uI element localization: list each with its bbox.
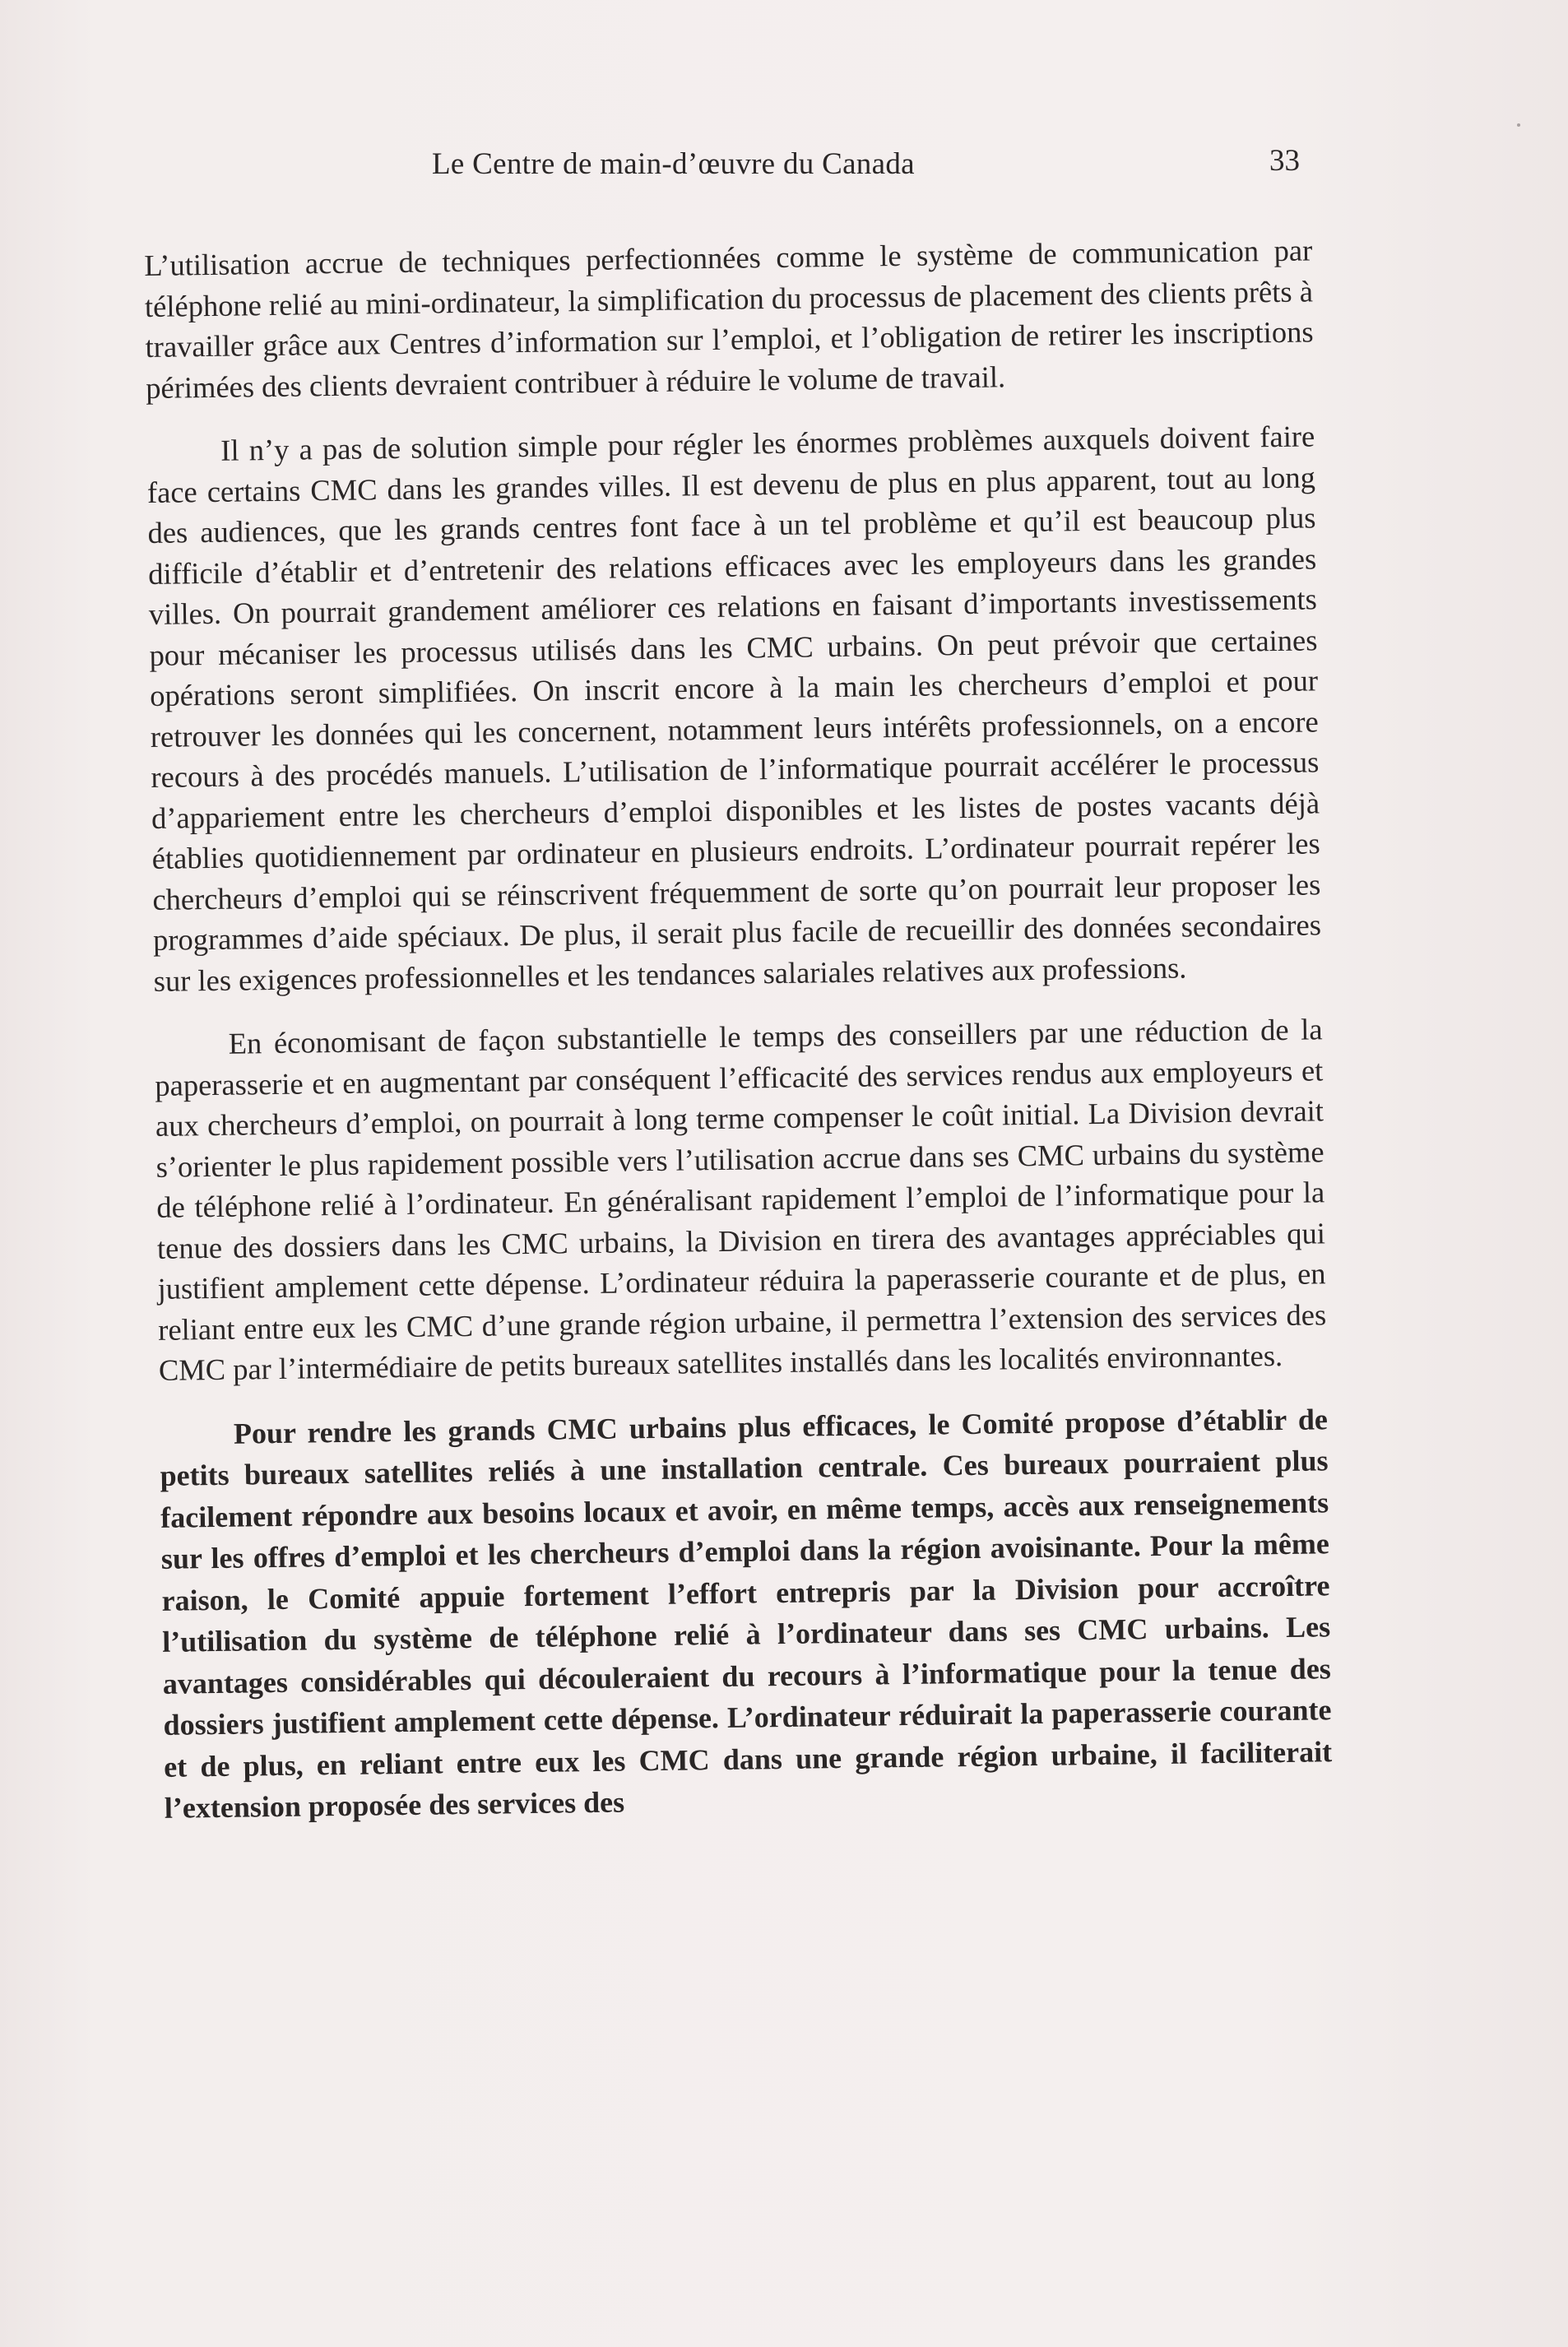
paragraph-2: Il n’y a pas de solution simple pour régler les énormes problèmes auxquels doivent faire face certains CMC dans les grandes villes. Il est devenu de plus en plus apparent, tout au long des audiences, que les grands centres font face à un tel problème et qu’il est beaucoup plus difficile d’établir et d’entretenir des relations efficaces avec les employeurs dans les grandes villes. On pourrait grandement améliorer ces relations en faisant d’importants investissements pour mécaniser les processus utilisés dans les CMC urbains. On peut prévoir que certaines opérations seront simplifiées. On inscrit encore à la main les chercheurs d’emploi et pour retrouver les données qui les concernent, notamment leurs intérêts professionnels, on a encore recours à des procédés manuels. L’utilisation de l’informatique pourrait accélérer le processus d’appariement entre les chercheurs d’emploi disponibles et les listes de postes vacants déjà établies quotidiennement par ordinateur en plusieurs endroits. L’ordinateur pourrait repérer les chercheurs d’emploi qui se réinscrivent fréquemment de sorte qu’on pourrait leur proposer les programmes d’aide spéciaux. De plus, il serait plus facile de recueillir des données secondaires sur les exigences professionnelles et les tendances salariales relatives aux professions.: [146, 419, 1322, 998]
dust-speck: [1517, 123, 1520, 127]
paragraph-1: L’utilisation accrue de techniques perfectionnées comme le système de communication par téléphone relié au mini-ordinateur, la simplification du processus de placement des clients prêts à travailler grâce aux Centres d’information sur l’emploi, et l’obligation de retirer les inscriptions périmées des clients devraient contribuer à réduire le volume de travail.: [144, 233, 1314, 405]
running-title: Le Centre de main-d’œuvre du Canada: [432, 147, 915, 181]
paragraph-4-recommendation: Pour rendre les grands CMC urbains plus efficaces, le Comité propose d’établir de petits bureaux satellites reliés à une installation centrale. Ces bureaux pourraient plus facilement répondre aux besoins locaux et avoir, en même temps, accès aux renseignements sur les offres d’emploi et les chercheurs d’emploi dans la région avoisinante. Pour la même raison, le Comité appuie fortement l’effort entrepris par la Division pour accroître l’utilisation du système de téléphone relié à l’ordinateur dans ses CMC urbains. Les avantages considérables qui découleraient du recours à l’informatique pour la tenue des dossiers justifient amplement cette dépense. L’ordinateur réduirait la paperasserie courante et de plus, en reliant entre eux les CMC dans une grande région urbaine, il faciliterait l’extension proposée des services des: [160, 1402, 1333, 1825]
paragraph-3: En économisant de façon substantielle le temps des conseillers par une réduction de la paperasserie et en augmentant par conséquent l’efficacité des services rendus aux employeurs et aux chercheurs d’emploi, on pourrait à long terme compenser le coût initial. La Division devrait s’orienter le plus rapidement possible vers l’utilisation accrue dans ses CMC urbains du système de téléphone relié à l’ordinateur. En généralisant rapidement l’emploi de l’informatique pour la tenue des dossiers dans les CMC urbains, la Division en tirera des avantages appréciables qui justifient amplement cette dépense. L’ordinateur réduira la paperasserie courante et de plus, en reliant entre eux les CMC d’une grande région urbaine, il permettra l’extension des services des CMC par l’intermédiaire de petits bureaux satellites installés dans les localités environnantes.: [155, 1012, 1327, 1387]
page-number: 33: [1269, 144, 1300, 178]
body-text: [144, 230, 1333, 1852]
page-header: [144, 146, 1300, 196]
